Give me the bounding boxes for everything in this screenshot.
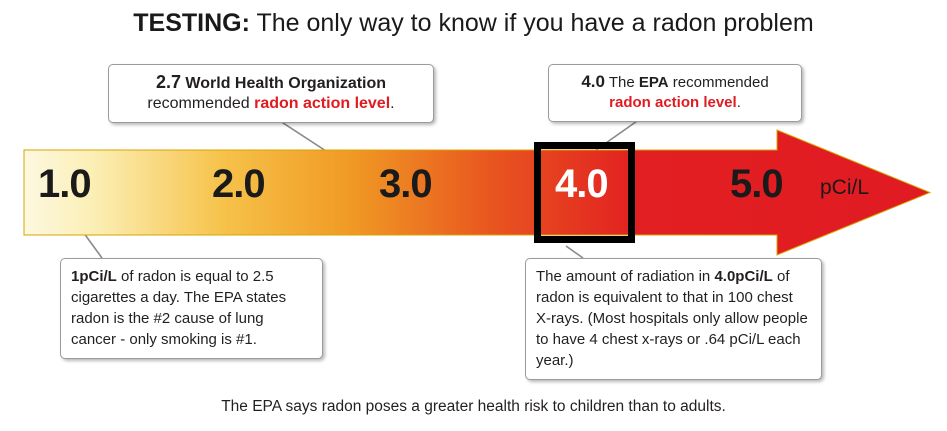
scale-tick-3: 3.0 [379, 162, 432, 206]
epa-callout-pre: The [604, 74, 639, 91]
low-callout-text: of radon is equal to 2.5 cigarettes a day. The EPA states radon is the #2 cause of lung cancer - only smoking is #1. [71, 268, 287, 348]
who-callout-line2 [119, 94, 423, 114]
epa-callout-line2-post: . [736, 94, 741, 111]
page-title-rest: The only way to know if you have a radon problem [249, 9, 814, 37]
high-callout-pre: The amount of radiation in [536, 268, 715, 285]
low-callout-bold: 1pCi/L [71, 268, 117, 285]
epa-callout-agency: EPA [638, 74, 669, 91]
high-callout-bold: 4.0pCi/L [714, 268, 773, 285]
who-callout [108, 64, 434, 123]
epa-callout-line2 [559, 93, 791, 113]
page-title [0, 8, 947, 38]
high-level-callout [525, 258, 822, 380]
epa-callout-value: 4.0 [581, 72, 605, 91]
epa-callout-line1 [559, 72, 791, 93]
footer-note: The EPA says radon poses a greater health risk to children than to adults. [221, 398, 726, 415]
epa-callout-post: recommended [668, 74, 769, 91]
scale-tick-5: 5.0 [730, 162, 783, 206]
epa-callout-action-level: radon action level [609, 94, 737, 111]
who-callout-org: World Health Organization [180, 75, 387, 92]
scale-tick-1: 1.0 [38, 162, 91, 206]
scale-tick-4: 4.0 [555, 162, 608, 206]
page-title-strong: TESTING: [133, 9, 250, 37]
who-callout-action-level: radon action level [254, 95, 391, 112]
high-callout-post: of radon is equivalent to that in 100 chest X-rays. (Most hospitals only allow people to have 4 chest x-rays or .64 pCi/L each year.) [536, 268, 808, 369]
epa-callout [548, 64, 802, 122]
low-level-callout [60, 258, 323, 359]
scale-tick-2: 2.0 [212, 162, 265, 206]
who-callout-value: 2.7 [155, 72, 181, 92]
who-callout-line2-post: . [390, 95, 395, 112]
scale-units-label: pCi/L [820, 176, 870, 199]
scale-labels [22, 128, 932, 258]
who-callout-line2-pre: recommended [147, 95, 255, 112]
who-callout-line1 [119, 72, 423, 94]
